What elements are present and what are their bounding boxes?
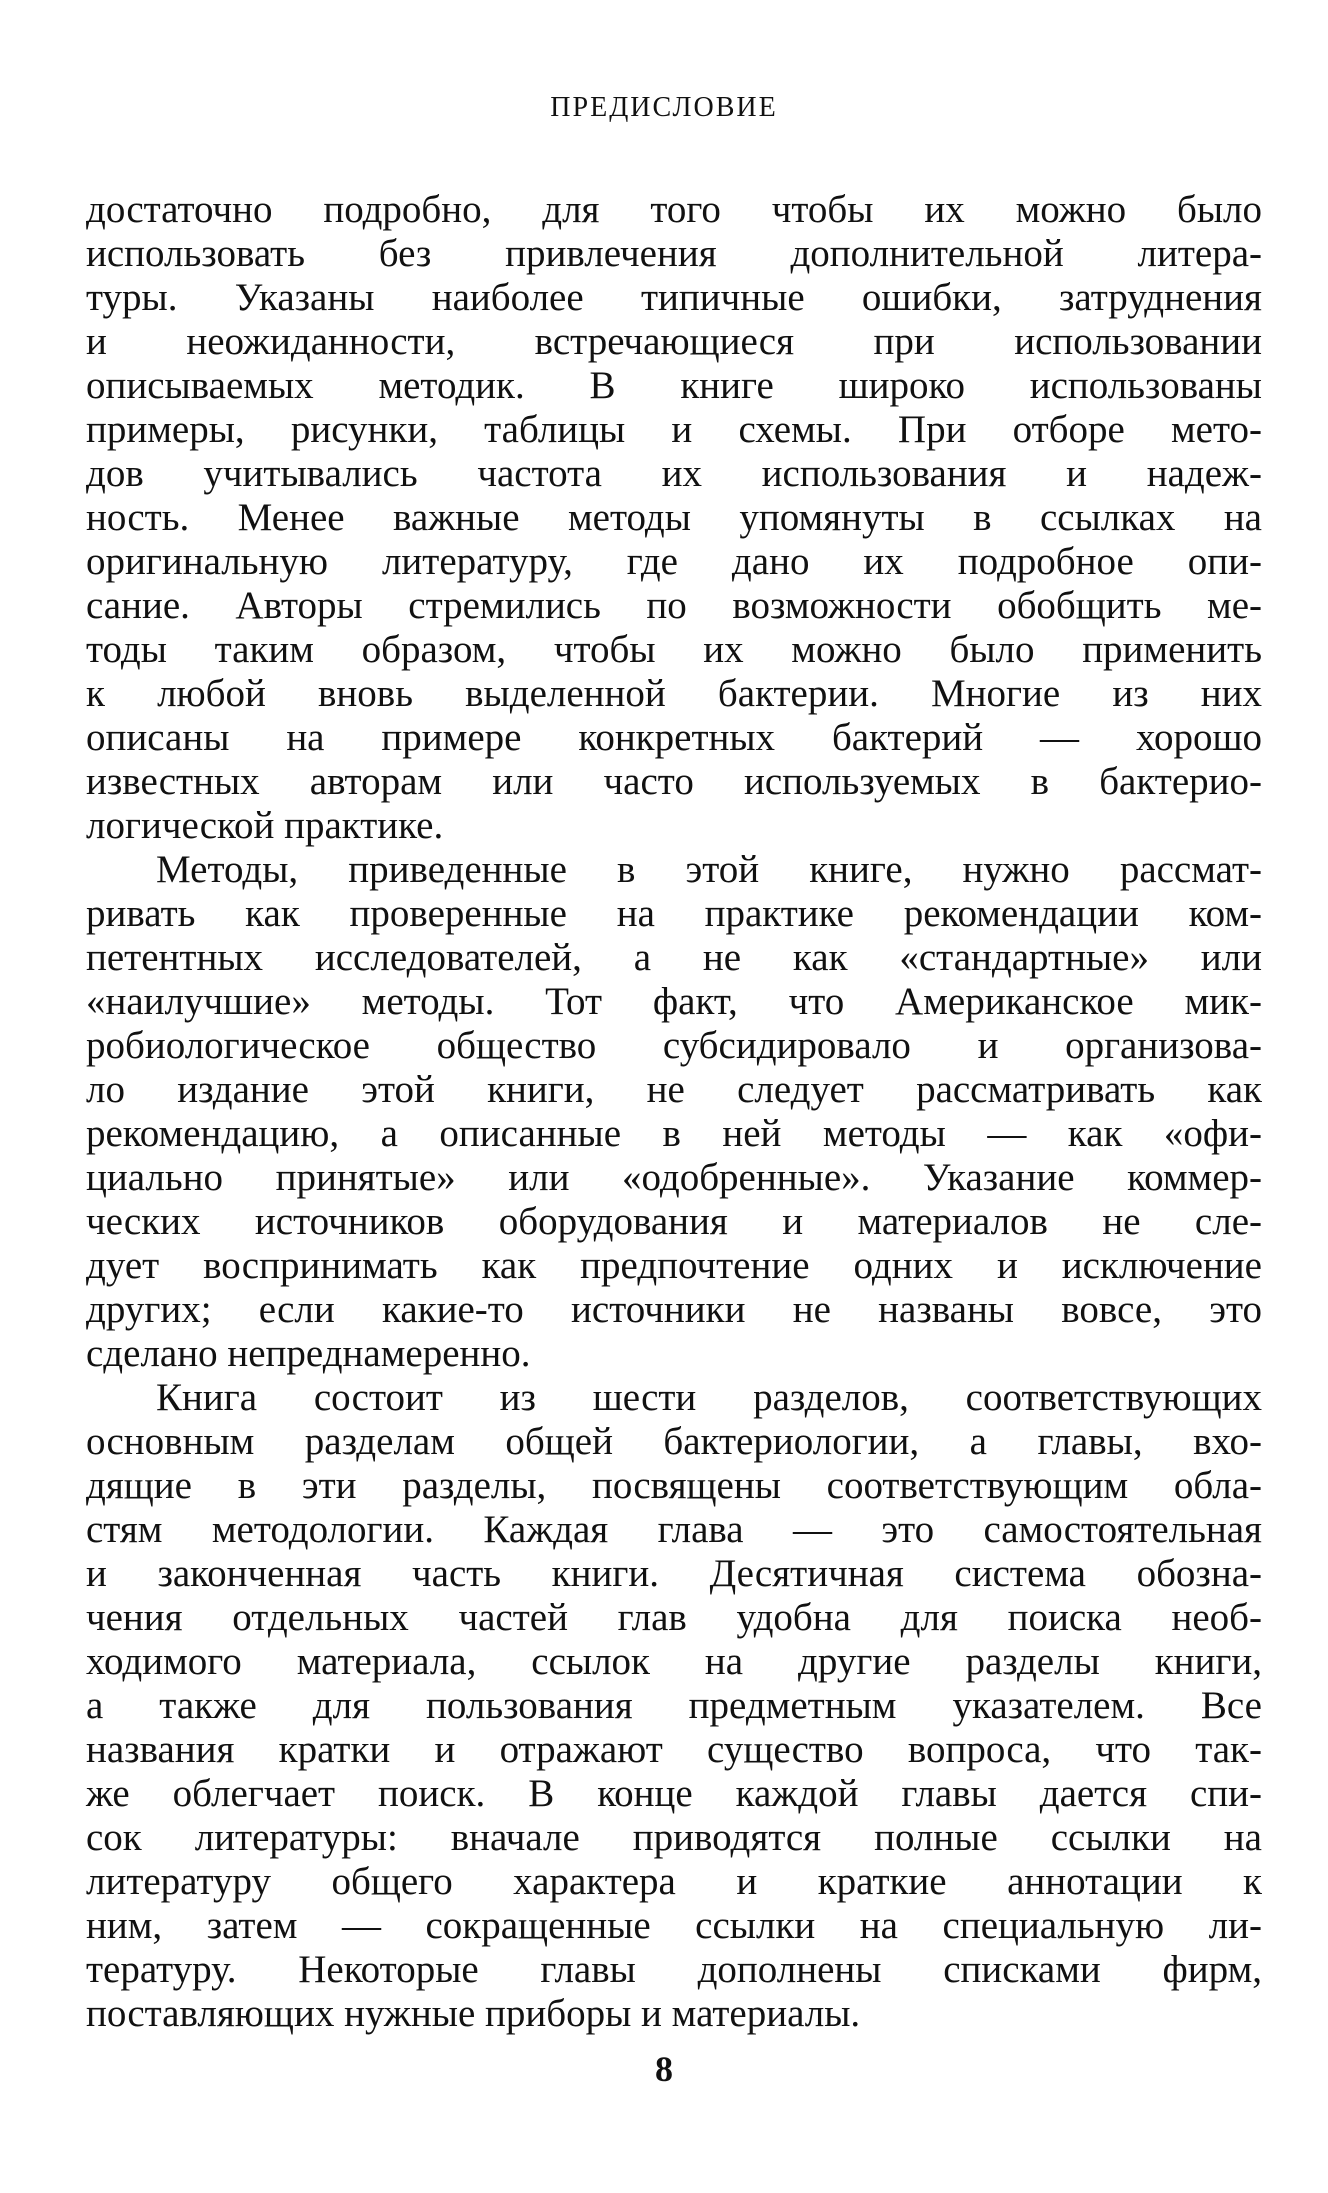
text-line: поставляющих нужные приборы и материалы. — [86, 1992, 861, 2035]
paragraph-1 — [86, 188, 1262, 848]
text-line: дует воспринимать как предпочтение одних и исключение — [86, 1244, 1262, 1287]
text-line: Книга состоит из шести разделов, соответствующих — [156, 1376, 1262, 1419]
text-line: «наилучшие» методы. Тот факт, что Американское мик- — [86, 980, 1262, 1023]
paragraph-3 — [86, 1376, 1262, 2036]
text-line: ло издание этой книги, не следует рассматривать как — [86, 1068, 1262, 1111]
text-line: сание. Авторы стремились по возможности обобщить ме- — [86, 584, 1262, 627]
text-line: чения отдельных частей глав удобна для поиска необ- — [86, 1596, 1262, 1639]
text-line: примеры, рисунки, таблицы и схемы. При отборе мето- — [86, 408, 1262, 451]
body-text — [86, 188, 1262, 2036]
text-line: дов учитывались частота их использования и надеж- — [86, 452, 1262, 495]
text-line: сделано непреднамеренно. — [86, 1332, 531, 1375]
text-line: дящие в эти разделы, посвящены соответствующим обла- — [86, 1464, 1262, 1507]
text-line: названия кратки и отражают существо вопроса, что так- — [86, 1728, 1262, 1771]
text-line: логической практике. — [86, 804, 444, 847]
text-line: рекомендацию, а описанные в ней методы — как «офи- — [86, 1112, 1262, 1155]
text-line: туры. Указаны наиболее типичные ошибки, затруднения — [86, 276, 1262, 319]
text-line: достаточно подробно, для того чтобы их можно было — [86, 188, 1262, 231]
running-head: ПРЕДИСЛОВИЕ — [550, 92, 778, 123]
text-line: оригинальную литературу, где дано их подробное опи- — [86, 540, 1262, 583]
text-line: циально принятые» или «одобренные». Указание коммер- — [86, 1156, 1262, 1199]
text-line: ческих источников оборудования и материалов не сле- — [86, 1200, 1262, 1243]
text-line: тературу. Некоторые главы дополнены списками фирм, — [86, 1948, 1262, 1991]
text-line: литературу общего характера и краткие аннотации к — [86, 1860, 1262, 1903]
text-line: известных авторам или часто используемых в бактерио- — [86, 760, 1262, 803]
text-line: петентных исследователей, а не как «стандартные» или — [86, 936, 1262, 979]
text-line: и неожиданности, встречающиеся при использовании — [86, 320, 1262, 363]
text-line: тоды таким образом, чтобы их можно было применить — [86, 628, 1262, 671]
text-line: ность. Менее важные методы упомянуты в ссылках на — [86, 496, 1262, 539]
text-line: к любой вновь выделенной бактерии. Многие из них — [86, 672, 1262, 715]
text-line: и законченная часть книги. Десятичная система обозна- — [86, 1552, 1262, 1595]
text-line: описываемых методик. В книге широко использованы — [86, 364, 1262, 407]
text-line: же облегчает поиск. В конце каждой главы дается спи- — [86, 1772, 1262, 1815]
text-line: описаны на примере конкретных бактерий — хорошо — [86, 716, 1262, 759]
text-line: робиологическое общество субсидировало и организова- — [86, 1024, 1262, 1067]
text-line: сок литературы: вначале приводятся полные ссылки на — [86, 1816, 1262, 1859]
text-line: ривать как проверенные на практике рекомендации ком- — [86, 892, 1262, 935]
text-line: ходимого материала, ссылок на другие разделы книги, — [86, 1640, 1262, 1683]
text-line: других; если какие-то источники не названы вовсе, это — [86, 1288, 1262, 1331]
page-number: 8 — [655, 2049, 673, 2089]
text-line: Методы, приведенные в этой книге, нужно рассмат- — [156, 848, 1262, 891]
paragraph-2 — [86, 848, 1262, 1376]
text-line: основным разделам общей бактериологии, а главы, вхо- — [86, 1420, 1262, 1463]
text-line: использовать без привлечения дополнительной литера- — [86, 232, 1262, 275]
text-line: ним, затем — сокращенные ссылки на специальную ли- — [86, 1904, 1262, 1947]
text-line: а также для пользования предметным указателем. Все — [86, 1684, 1262, 1727]
text-line: стям методологии. Каждая глава — это самостоятельная — [86, 1508, 1262, 1551]
